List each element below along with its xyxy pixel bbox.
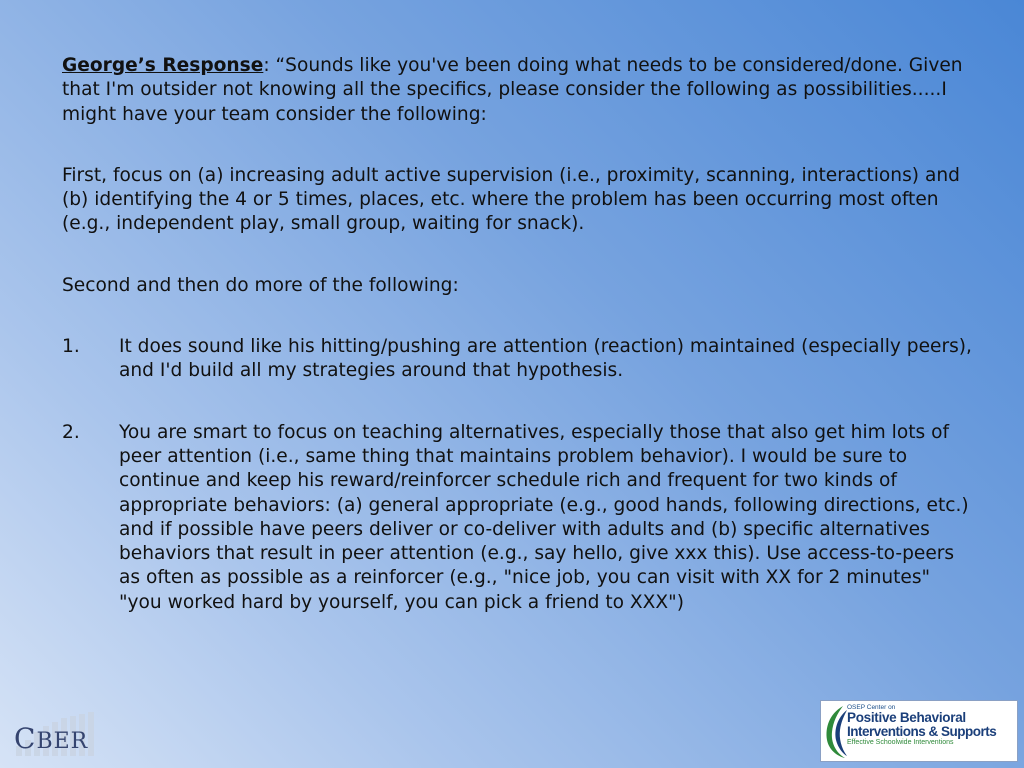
cber-logo: [10, 714, 112, 762]
list-number: 1.: [62, 336, 80, 358]
pbis-logo: [820, 700, 1018, 762]
second-paragraph: Second and then do more of the following:: [62, 274, 459, 296]
george-response-paragraph: [62, 54, 977, 127]
list-item: [62, 421, 977, 615]
list-number: 2.: [62, 421, 80, 443]
pbis-tagline: Effective Schoolwide Interventions: [847, 739, 954, 746]
first-paragraph: First, focus on (a) increasing adult active supervision (i.e., proximity, scanning, interactions) and (b) identifying the 4 or 5 times, places, etc. where the problem has been occurring most often (e.g., independent play, small group, waiting for snack).: [62, 164, 960, 235]
slide-content: [62, 54, 977, 652]
list-text: You are smart to focus on teaching alternatives, especially those that also get him lots of peer attention (i.e., same thing that maintains problem behavior). I would be sure to continue and keep his reward/reinforcer schedule rich and frequent for two kinds of appropriate behaviors: (a) general appropriate (e.g., good hands, following directions, etc.) and if possible have peers deliver or co-deliver with adults and (b) specific alternatives behaviors that result in peer attention (e.g., say hello, give xxx this). Use access-to-peers as often as possible as a reinforcer (e.g., "nice job, you can visit with XX for 2 minutes" "you worked hard by yourself, you can pick a friend to XXX"): [119, 421, 969, 613]
pbis-line-1: Positive Behavioral: [847, 710, 966, 725]
pbis-swoosh-icon: [823, 704, 849, 760]
list-text: It does sound like his hitting/pushing are attention (reaction) maintained (especially peers), and I'd build all my strategies around that hypothesis.: [119, 336, 972, 382]
response-heading: George’s Response: [62, 55, 264, 76]
pbis-sub-text: OSEP Center on: [847, 704, 896, 711]
response-intro: : “Sounds like you've been doing what needs to be considered/done. Given that I'm outsider not knowing all the specifics, please consider the following as possibilities.....I might have your team consider the following:: [62, 55, 963, 125]
list-item: [62, 335, 977, 384]
cber-logo-text: CBER: [14, 722, 89, 755]
pbis-line-2: Interventions & Supports: [847, 724, 997, 739]
